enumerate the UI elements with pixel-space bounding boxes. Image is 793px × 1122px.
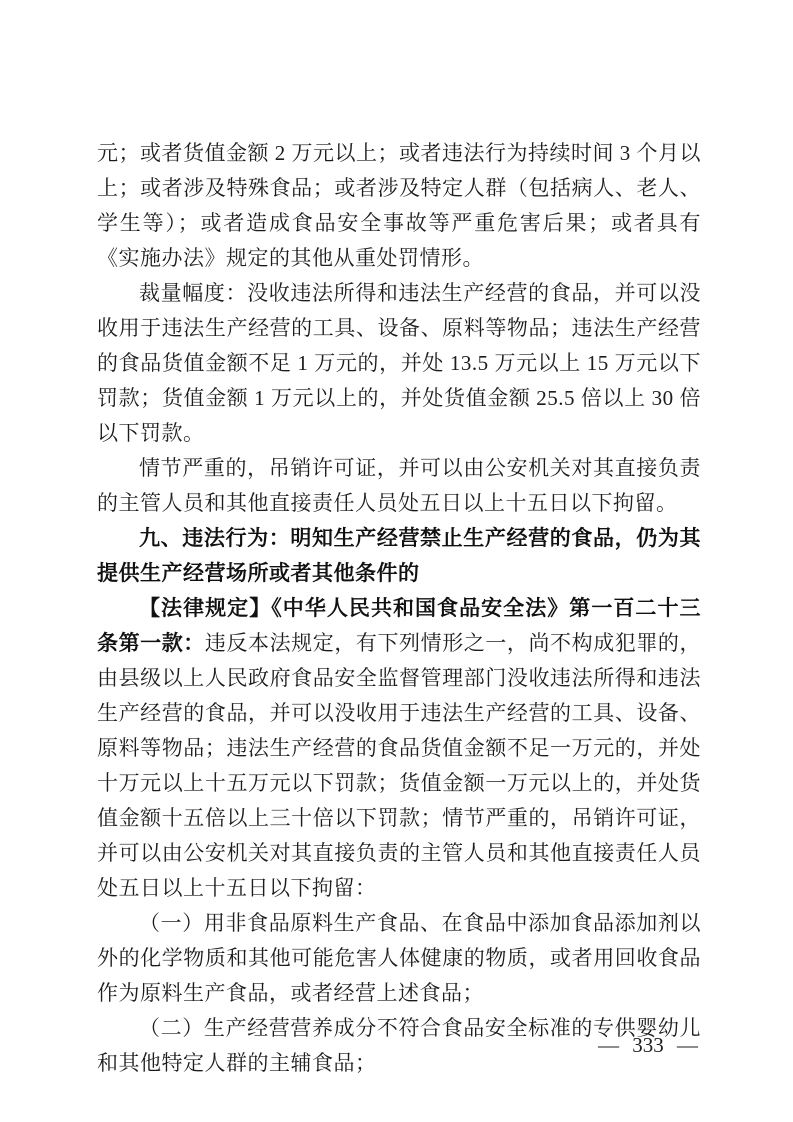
paragraph-legal-provision: [97, 591, 701, 906]
legal-provision-label: 【法律规定】《中华人民共和国食品安全法》第一百二十三条第一款：: [97, 597, 701, 655]
document-body: [97, 136, 701, 1081]
paragraph-continuation: 元；或者货值金额 2 万元以上；或者违法行为持续时间 3 个月以上；或者涉及特殊食品；或者涉及特定人群（包括病人、老人、学生等）；或者造成食品安全事故等严重危害后果；或者具有《实施办法》规定的其他从重处罚情形。: [97, 141, 701, 270]
paragraph-discretion-range: 裁量幅度：没收违法所得和违法生产经营的食品，并可以没收用于违法生产经营的工具、设备、原料等物品；违法生产经营的食品货值金额不足 1 万元的，并处 13.5 万元以上 15 万元以下罚款；货值金额 1 万元以上的，并处货值金额 25.5 倍以上 30 倍以下罚款。: [97, 281, 701, 445]
page-footer: [598, 1030, 698, 1060]
page-number: — 333 —: [598, 1033, 698, 1057]
paragraph-severe-cases: 情节严重的，吊销许可证，并可以由公安机关对其直接负责的主管人员和其他直接责任人员处五日以上十五日以下拘留。: [97, 456, 701, 515]
section-heading-violation-9: 九、违法行为：明知生产经营禁止生产经营的食品，仍为其提供生产经营场所或者其他条件的: [97, 527, 701, 585]
list-item-2: （二）生产经营营养成分不符合食品安全标准的专供婴幼儿和其他特定人群的主辅食品；: [97, 1016, 701, 1075]
list-item-1: （一）用非食品原料生产食品、在食品中添加食品添加剂以外的化学物质和其他可能危害人体健康的物质，或者用回收食品作为原料生产食品，或者经营上述食品；: [97, 911, 701, 1005]
legal-provision-text: 违反本法规定，有下列情形之一，尚不构成犯罪的，由县级以上人民政府食品安全监督管理部门没收违法所得和违法生产经营的食品，并可以没收用于违法生产经营的工具、设备、原料等物品；违法生产经营的食品货值金额不足一万元的，并处十万元以上十五万元以下罚款；货值金额一万元以上的，并处货值金额十五倍以上三十倍以下罚款；情节严重的，吊销许可证，并可以由公安机关对其直接负责的主管人员和其他直接责任人员处五日以上十五日以下拘留：: [97, 631, 702, 900]
